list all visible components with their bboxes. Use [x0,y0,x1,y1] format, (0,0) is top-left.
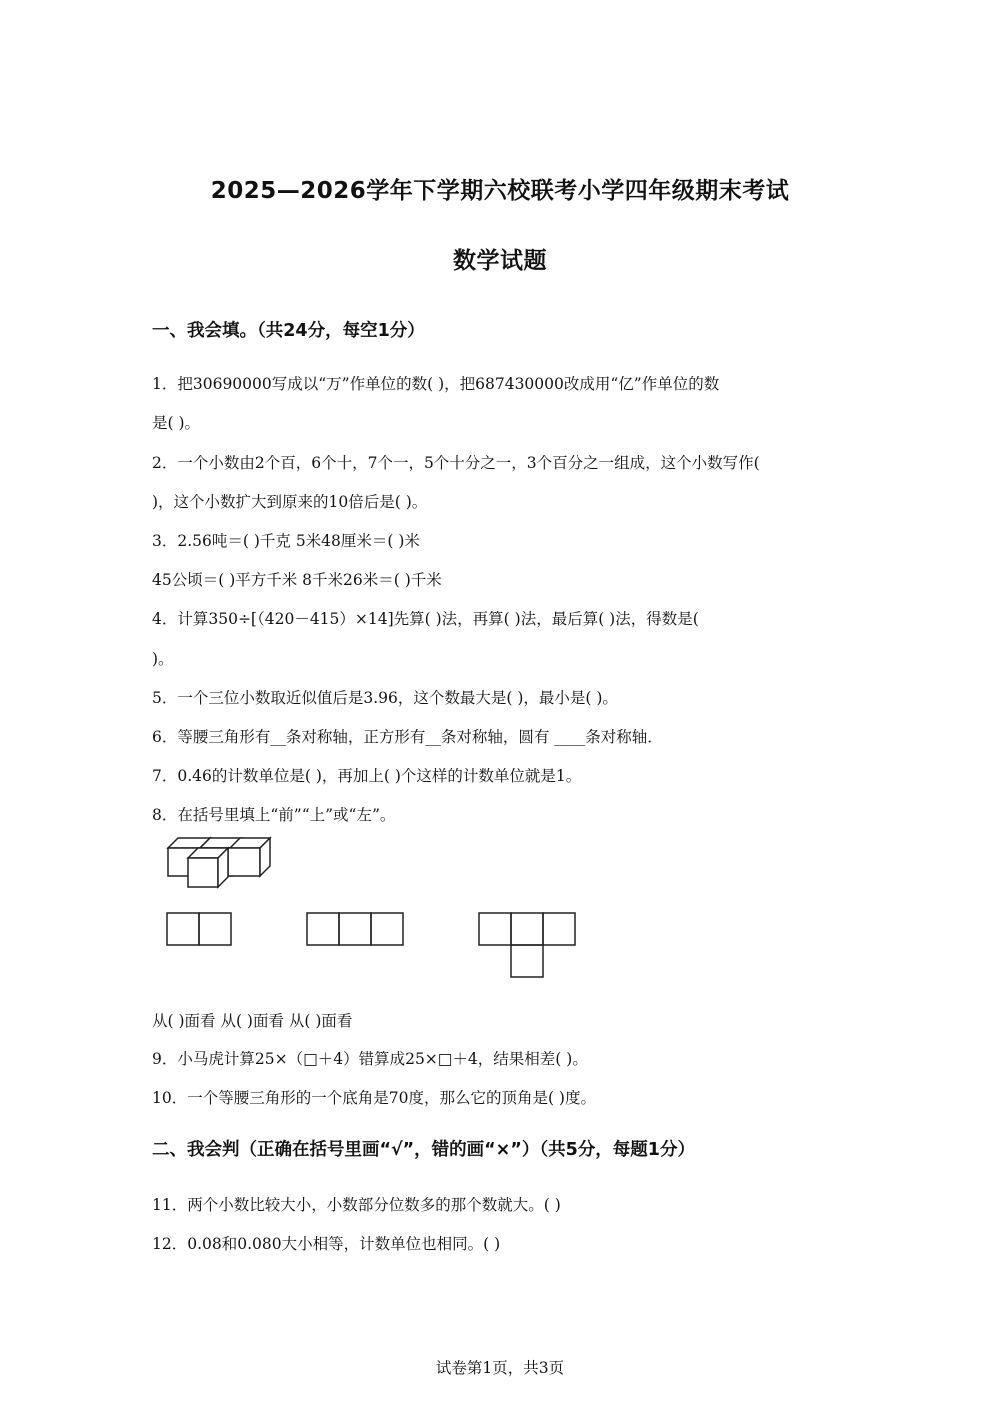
question-4-line-2: )。 [152,650,174,668]
question-10: 10．一个等腰三角形的一个底角是70度，那么它的顶角是( )度。 [152,1089,596,1107]
view-square [167,913,199,945]
question-3-line-1: 3．2.56吨＝( )千克 5米48厘米＝( )米 [152,532,420,550]
page-footer: 试卷第1页，共3页 [435,1359,565,1377]
question-1-line-2: 是( )。 [152,414,201,432]
question-5: 5．一个三位小数取近似值后是3.96，这个数最大是( )，最小是( )。 [152,689,618,707]
cube-stack-drawing [168,838,270,887]
question-12: 12．0.08和0.080大小相等，计数单位也相同。( ) [152,1235,501,1253]
view-diagram-1 [167,913,231,945]
view-square [307,913,339,945]
view-square [371,913,403,945]
view-square [511,945,543,977]
view-diagram-3 [479,913,575,977]
question-8: 8．在括号里填上“前”“上”或“左”。 [152,806,396,824]
question-7: 7．0.46的计数单位是( )，再加上( )个这样的计数单位就是1。 [152,767,582,785]
cube-front-face [188,858,218,887]
question-6: 6．等腰三角形有__条对称轴，正方形有__条对称轴，圆有 ____条对称轴． [152,728,663,746]
question-3-line-2: 45公顷＝( )平方千米 8千米26米＝( )千米 [152,571,442,589]
view-square [199,913,231,945]
question-2-line-2: )，这个小数扩大到原来的10倍后是( )。 [152,493,428,511]
question-9: 9．小马虎计算25×（□＋4）错算成25×□＋4，结果相差( )。 [152,1050,588,1068]
exam-title: 2025—2026学年下学期六校联考小学四年级期末考试 [210,178,790,204]
view-square [543,913,575,945]
view-square [339,913,371,945]
section-1-heading: 一、我会填。（共24分，每空1分） [152,321,425,341]
view-diagram-2 [307,913,403,945]
question-2-line-1: 2．一个小数由2个百，6个十，7个一，5个十分之一，3个百分之一组成，这个小数写作( [152,454,760,472]
question-11: 11．两个小数比较大小，小数部分位数多的那个数就大。( ) [152,1196,561,1214]
question-8-answers: 从( )面看 从( )面看 从( )面看 [152,1012,353,1030]
cube-front-face [228,848,260,876]
exam-subtitle: 数学试题 [453,248,547,274]
question-4-line-1: 4．计算350÷[（420－415）×14]先算( )法，再算( )法，最后算( )法，得数是( [152,610,699,628]
view-square [479,913,511,945]
section-2-heading: 二、我会判（正确在括号里画“√”，错的画“×”）（共5分，每题1分） [152,1140,695,1160]
question-1-line-1: 1．把30690000写成以“万”作单位的数( )，把687430000改成用“亿”作单位的数 [152,375,720,393]
view-square [511,913,543,945]
